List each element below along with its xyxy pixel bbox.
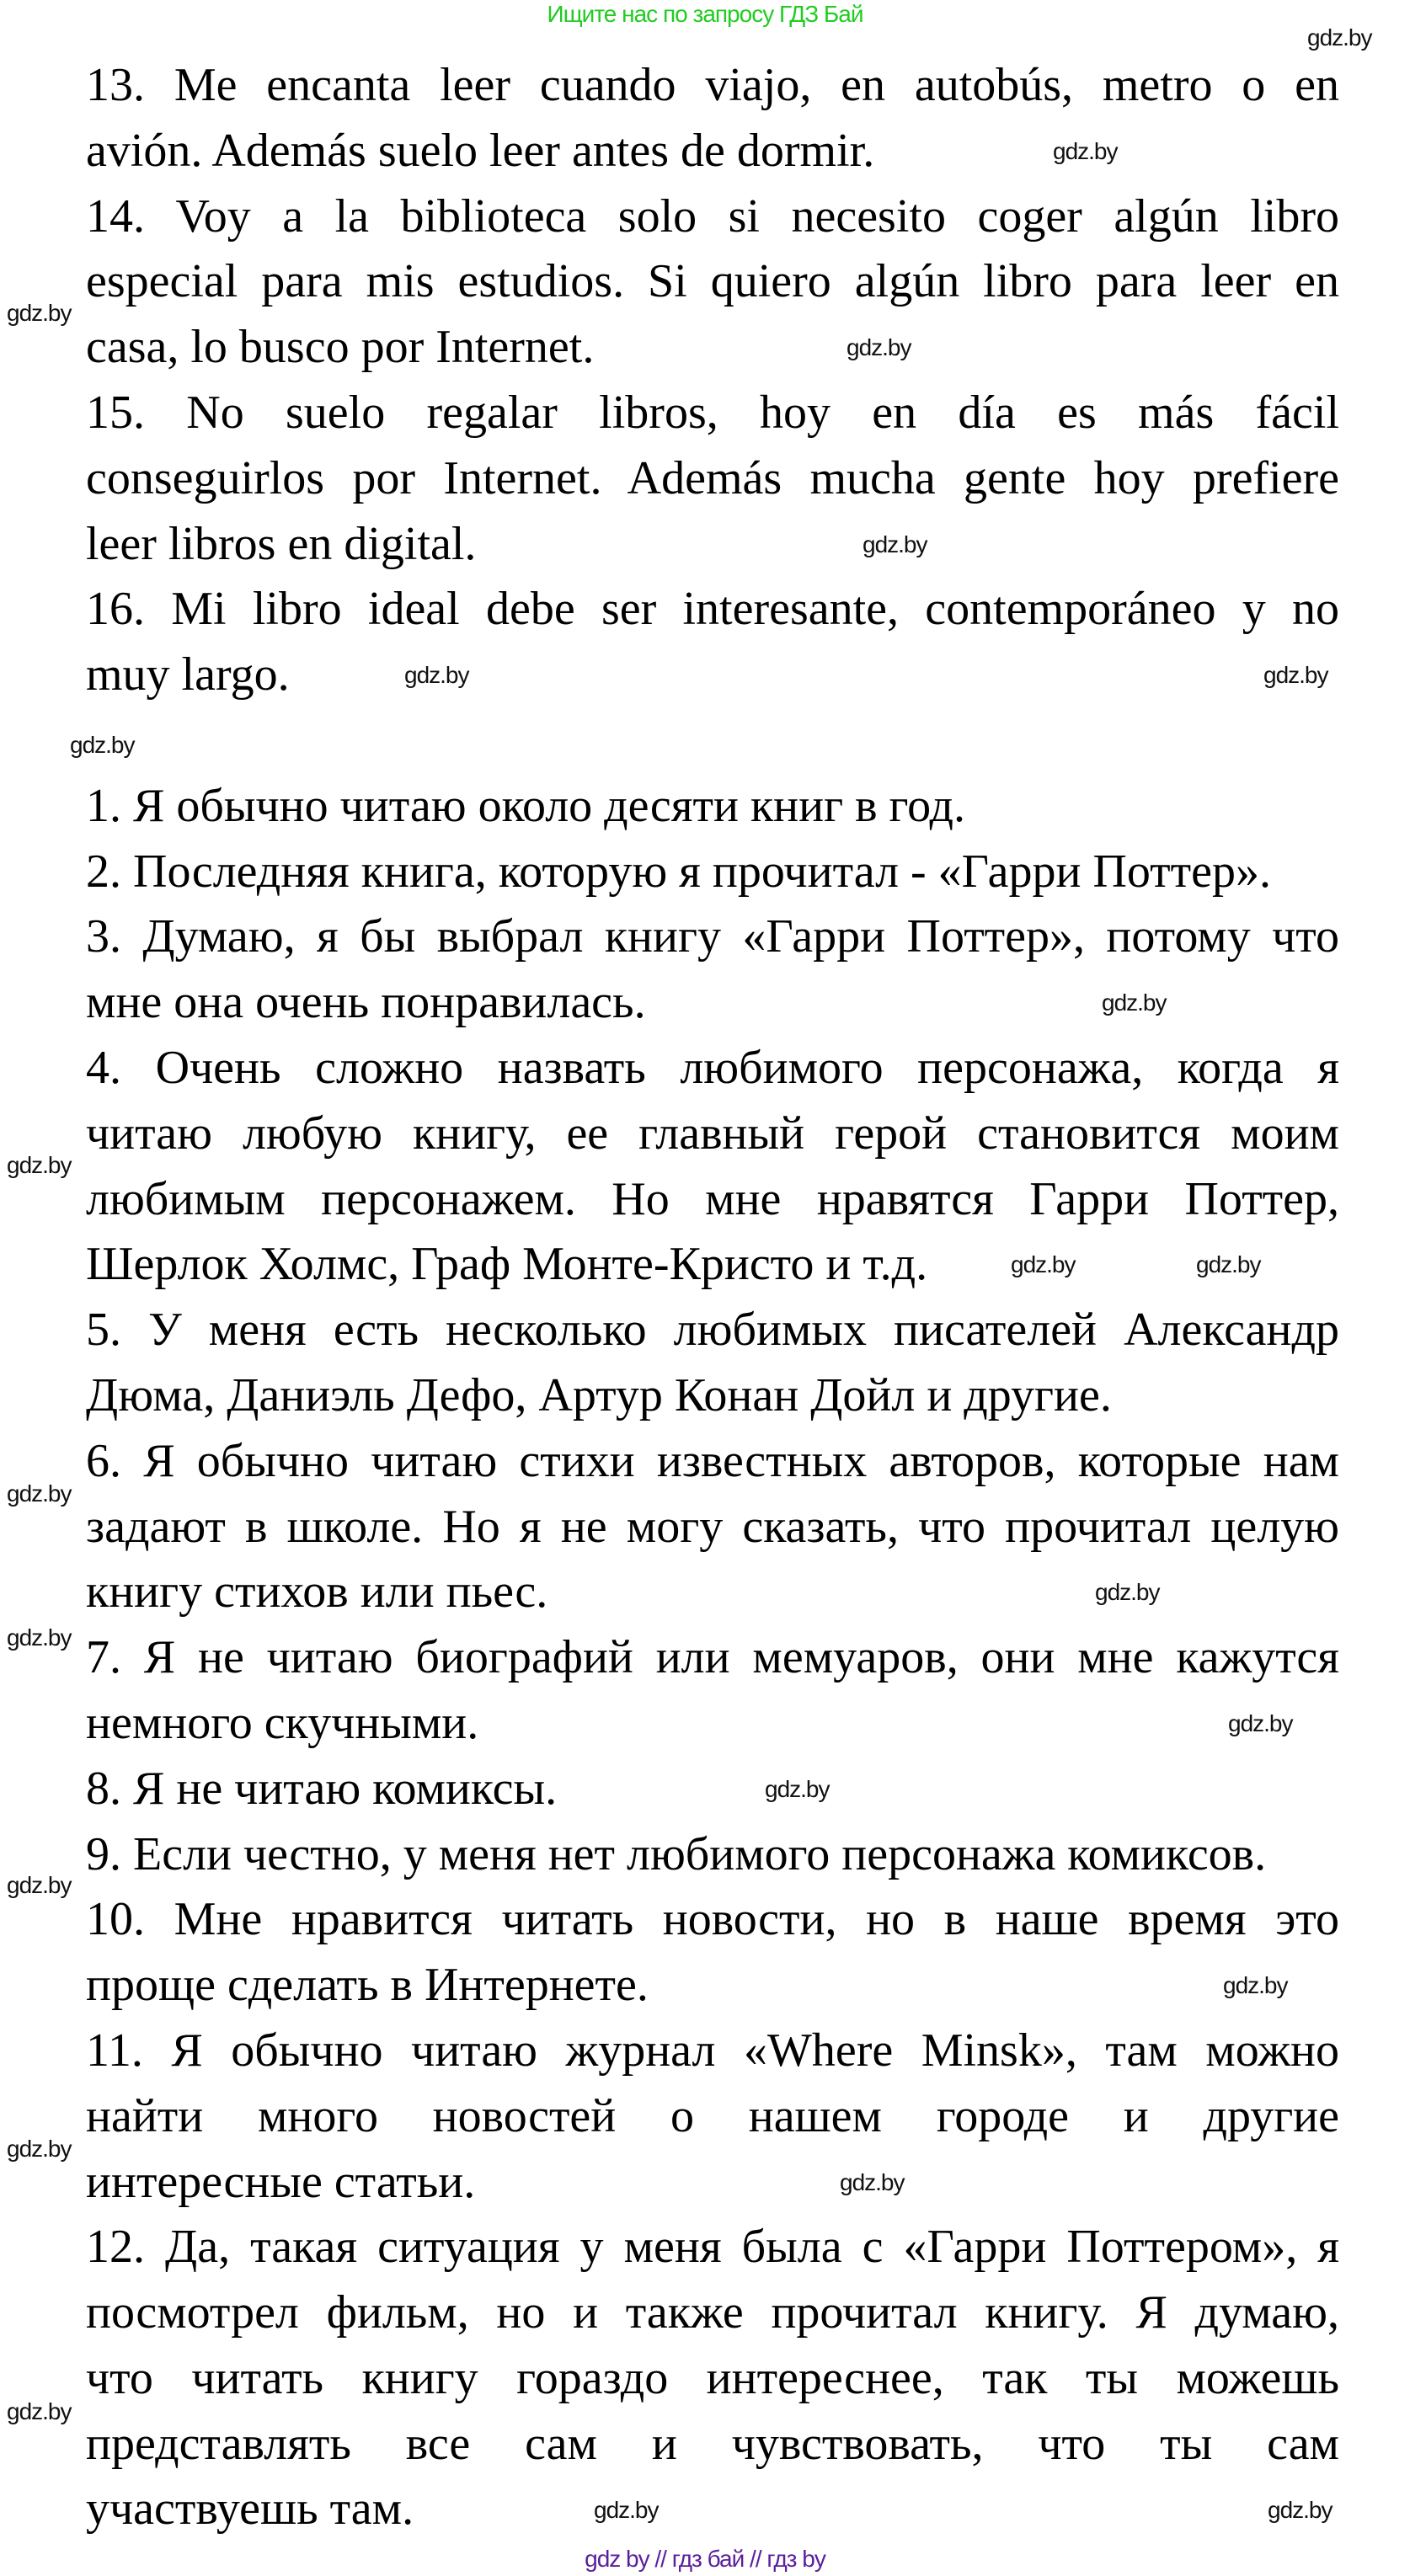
text-line: 2. Последняя книга, которую я прочитал - «Гарри Поттер». [86, 845, 1271, 898]
text-line: найти много новостей о нашем городе и другие [86, 2089, 1339, 2142]
text-line: 3. Думаю, я бы выбрал книгу «Гарри Поттер», потому что [86, 910, 1339, 963]
watermark: gdz.by [7, 2398, 72, 2424]
text-line: 4. Очень сложно назвать любимого персонажа, когда я [86, 1041, 1339, 1094]
text-line: 7. Я не читаю биографий или мемуаров, они мне кажутся [86, 1631, 1339, 1684]
text-line: 11. Я обычно читаю журнал «Where Minsk», там можно [86, 2024, 1339, 2077]
watermark: gdz.by [1228, 1710, 1293, 1736]
watermark: gdz.by [840, 2169, 905, 2195]
watermark: gdz.by [70, 732, 135, 758]
text-line: muy largo. [86, 648, 290, 701]
text-line: Шерлок Холмс, Граф Монте-Кристо и т.д. [86, 1238, 928, 1291]
text-line: 8. Я не читаю комиксы. [86, 1762, 558, 1815]
text-line: проще сделать в Интернете. [86, 1959, 649, 2012]
russian-answer-paragraph [86, 774, 1339, 840]
russian-answer-paragraph [86, 2019, 1339, 2215]
russian-answer-paragraph [86, 1757, 1339, 1822]
footer-links[interactable]: gdz by // гдз бай // гдз by [585, 2546, 825, 2572]
watermark: gdz.by [1223, 1972, 1288, 1998]
text-line: участвуешь там. [86, 2483, 414, 2536]
text-line: avión. Además suelo leer antes de dormir. [86, 124, 875, 177]
watermark: gdz.by [7, 1872, 72, 1898]
text-line: 16. Mi libro ideal debe ser interesante, contemporáneo y no [86, 583, 1339, 636]
watermark: gdz.by [7, 300, 72, 326]
text-line: что читать книгу гораздо интереснее, так ты можешь [86, 2351, 1339, 2404]
text-line: 6. Я обычно читаю стихи известных авторов, которые нам [86, 1434, 1339, 1487]
watermark: gdz.by [7, 1152, 72, 1178]
text-line: especial para mis estudios. Si quiero algún libro para leer en [86, 255, 1339, 308]
russian-answer-paragraph [86, 1887, 1339, 2019]
spanish-answer-paragraph [86, 184, 1339, 381]
russian-answer-paragraph [86, 1298, 1339, 1429]
russian-answer-paragraph [86, 2215, 1339, 2542]
watermark: gdz.by [847, 334, 911, 360]
watermark: gdz.by [7, 2136, 72, 2162]
answers-text [86, 53, 1339, 2542]
spanish-answer-paragraph [86, 577, 1339, 708]
text-line: conseguirlos por Internet. Además mucha gente hoy prefiere [86, 451, 1339, 504]
russian-answer-paragraph [86, 904, 1339, 1036]
watermark: gdz.by [1263, 662, 1328, 688]
spanish-answer-paragraph [86, 381, 1339, 577]
watermark: gdz.by [863, 531, 927, 557]
text-line: немного скучными. [86, 1696, 479, 1749]
text-line: читаю любую книгу, ее главный герой становится моим [86, 1107, 1339, 1160]
watermark: gdz.by [7, 1480, 72, 1507]
text-line: 10. Мне нравится читать новости, но в наше время это [86, 1893, 1339, 1946]
text-line: 13. Me encanta leer cuando viajo, en autobús, metro o en [86, 59, 1339, 111]
text-line: 12. Да, такая ситуация у меня была с «Гарри Поттером», я [86, 2221, 1339, 2274]
watermark: gdz.by [1095, 1579, 1160, 1605]
watermark: gdz.by [7, 1624, 72, 1651]
text-line: интересные статьи. [86, 2155, 476, 2208]
watermark: gdz.by [1053, 138, 1118, 164]
watermark: gdz.by [1268, 2497, 1333, 2523]
text-line: 14. Voy a la biblioteca solo si necesito coger algún libro [86, 189, 1339, 243]
text-line: 1. Я обычно читаю около десяти книг в год. [86, 779, 965, 832]
watermark: gdz.by [1102, 989, 1167, 1016]
russian-answer-paragraph [86, 1625, 1339, 1757]
watermark: gdz.by [1196, 1251, 1261, 1277]
russian-answer-paragraph [86, 840, 1339, 905]
text-line: 15. No suelo regalar libros, hoy en día es más fácil [86, 386, 1339, 439]
text-line: представлять все сам и чувствовать, что ты сам [86, 2417, 1339, 2470]
russian-answer-paragraph [86, 1036, 1339, 1298]
text-line: любимым персонажем. Но мне нравятся Гарри Поттер, [86, 1172, 1339, 1225]
text-line: leer libros en digital. [86, 517, 477, 570]
watermark: gdz.by [1011, 1251, 1076, 1277]
text-line: книгу стихов или пьес. [86, 1565, 548, 1619]
text-line: casa, lo busco por Internet. [86, 321, 595, 374]
section-spacer [86, 708, 1339, 774]
watermark: gdz.by [594, 2497, 659, 2523]
text-line: 5. У меня есть несколько любимых писателей Александр [86, 1304, 1339, 1357]
text-line: задают в школе. Но я не могу сказать, что прочитал целую [86, 1500, 1339, 1553]
russian-answer-paragraph [86, 1822, 1339, 1888]
watermark: gdz.by [404, 662, 469, 688]
watermark: gdz.by [1307, 24, 1372, 51]
text-line: посмотрел фильм, но и также прочитал книгу. Я думаю, [86, 2286, 1339, 2339]
spanish-answer-paragraph [86, 53, 1339, 184]
text-line: 9. Если честно, у меня нет любимого персонажа комиксов. [86, 1827, 1267, 1880]
text-line: Дюма, Даниэль Дефо, Артур Конан Дойл и другие. [86, 1368, 1112, 1421]
text-line: мне она очень понравилась. [86, 976, 646, 1029]
watermark: gdz.by [765, 1776, 830, 1802]
search-hint-banner: Ищите нас по запросу ГДЗ Бай [547, 1, 863, 27]
